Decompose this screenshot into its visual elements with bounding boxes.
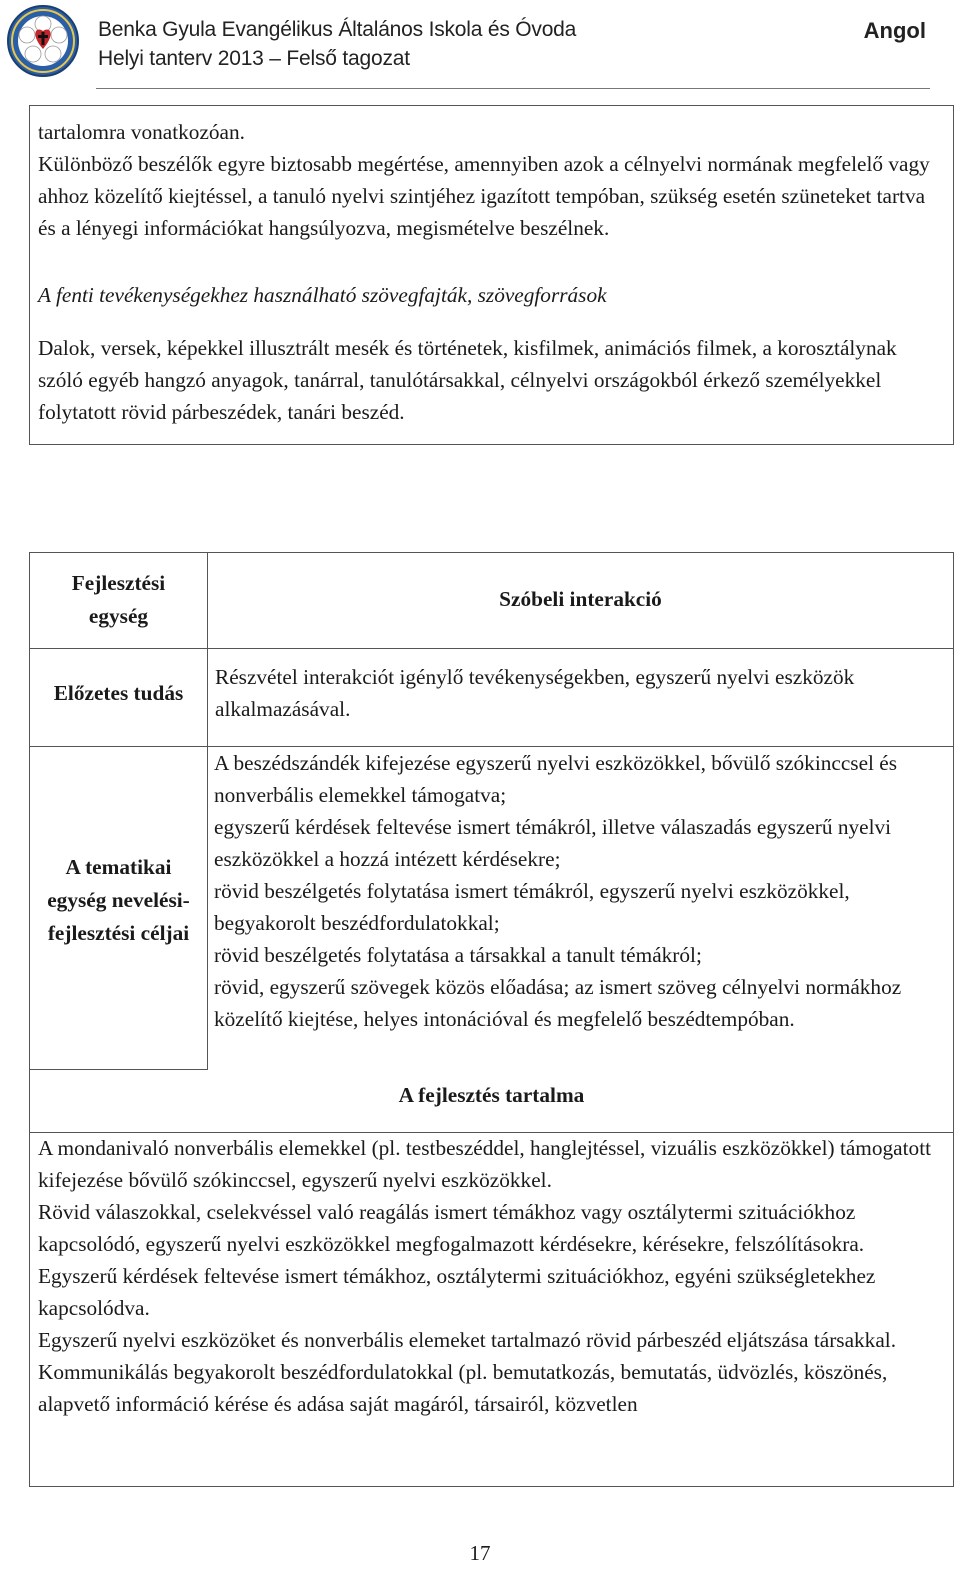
content-line: Rövid válaszokkal, cselekvéssel való reagálás ismert témákhoz vagy osztálytermi szituációkhoz kapcsolódó, egyszerű nyelvi eszközökkel megfogalmazott kérdésekre, kérésekre, felszólításokra. bbox=[38, 1200, 865, 1256]
subject-name: Angol bbox=[863, 18, 926, 43]
goal-line: rövid beszélgetés folytatása a társakkal a tanult témákról; bbox=[214, 943, 702, 967]
listening-paragraph: Különböző beszélők egyre biztosabb megértése, amennyiben azok a célnyelvi normának megfelelő vagy ahhoz közelítő kiejtéssel, a tanuló nyelvi szintjéhez igazított tempóban, szükség esetén szüneteket tartva és a lényegi információkat hangsúlyozva, megismételve beszélnek. bbox=[38, 152, 930, 240]
unit-table bbox=[29, 552, 954, 1487]
goals-label-cell bbox=[29, 746, 208, 1070]
intro-paragraph bbox=[38, 116, 943, 244]
goals-label: A tematikai egység nevelési-fejlesztési céljai bbox=[47, 855, 190, 945]
content-line: Egyszerű nyelvi eszközöket és nonverbális elemeket tartalmazó rövid párbeszéd eljátszása társakkal. bbox=[38, 1328, 897, 1352]
content-line: Kommunikálás begyakorolt beszédfordulatokkal (pl. bemutatkozás, bemutatás, üdvözlés, köszönés, alapvető információ kérése és adása saját magáról, társairól, közvetlen bbox=[38, 1360, 888, 1416]
header-divider bbox=[96, 88, 930, 89]
unit-title: Szóbeli interakció bbox=[499, 587, 662, 611]
prior-label-cell bbox=[29, 648, 208, 747]
goal-line: rövid beszélgetés folytatása ismert témákról, egyszerű nyelvi eszközökkel, begyakorolt beszédfordulatokkal; bbox=[214, 879, 850, 935]
sources-text: Dalok, versek, képekkel illusztrált mesék és történetek, kisfilmek, animációs filmek, a korosztálynak szóló egyéb hangzó anyagok, tanárral, tanulótársakkal, célnyelvi országokból érkező személyekkel folytatott rövid párbeszédek, tanári beszéd. bbox=[38, 336, 897, 424]
prior-knowledge-text: Részvétel interakciót igénylő tevékenységekben, egyszerű nyelvi eszközök alkalmazásával. bbox=[215, 665, 855, 721]
lutheran-rose-seal-icon bbox=[6, 4, 80, 78]
goal-line: A beszédszándék kifejezése egyszerű nyelvi eszközökkel, bővülő szókinccsel és nonverbális elemekkel támogatva; bbox=[214, 751, 898, 807]
intro-box bbox=[29, 105, 954, 445]
content-list bbox=[38, 1132, 948, 1420]
curriculum-subtitle: Helyi tanterv 2013 – Felső tagozat bbox=[98, 47, 410, 70]
page-number: 17 bbox=[469, 1541, 491, 1565]
content-line: A mondanivaló nonverbális elemekkel (pl. testbeszéddel, hanglejtéssel, vizuális eszközökkel) támogatott kifejezése bővülő szókinccsel, egyszerű nyelvi eszközökkel. bbox=[38, 1136, 932, 1192]
unit-title-cell bbox=[207, 552, 954, 649]
school-name: Benka Gyula Evangélikus Általános Iskola és Óvoda bbox=[98, 18, 577, 41]
goals-list bbox=[214, 747, 942, 1035]
goals-cell bbox=[207, 746, 954, 1070]
content-line: Egyszerű kérdések feltevése ismert témákhoz, osztálytermi szituációkhoz, egyéni szükségletekhez kapcsolódva. bbox=[38, 1264, 876, 1320]
prior-text-cell bbox=[207, 648, 954, 747]
sources-heading: A fenti tevékenységekhez használható szövegfajták, szövegforrások bbox=[38, 283, 607, 307]
unit-label-cell bbox=[29, 552, 208, 649]
content-heading: A fejlesztés tartalma bbox=[398, 1083, 585, 1107]
unit-label: Fejlesztési egység bbox=[71, 571, 166, 628]
goal-line: rövid, egyszerű szövegek közös előadása; az ismert szöveg célnyelvi normákhoz közelítő kiejtése, helyes intonációval és megfelelő beszédtempóban. bbox=[214, 975, 902, 1031]
page-header bbox=[0, 0, 960, 92]
continuation-text: tartalomra vonatkozóan. bbox=[38, 120, 245, 144]
content-cell bbox=[29, 1132, 954, 1487]
content-heading-cell bbox=[29, 1069, 954, 1133]
goal-line: egyszerű kérdések feltevése ismert témákról, illetve válaszadás egyszerű nyelvi eszközökkel a hozzá intézett kérdésekre; bbox=[214, 815, 892, 871]
prior-knowledge-label: Előzetes tudás bbox=[53, 681, 184, 705]
